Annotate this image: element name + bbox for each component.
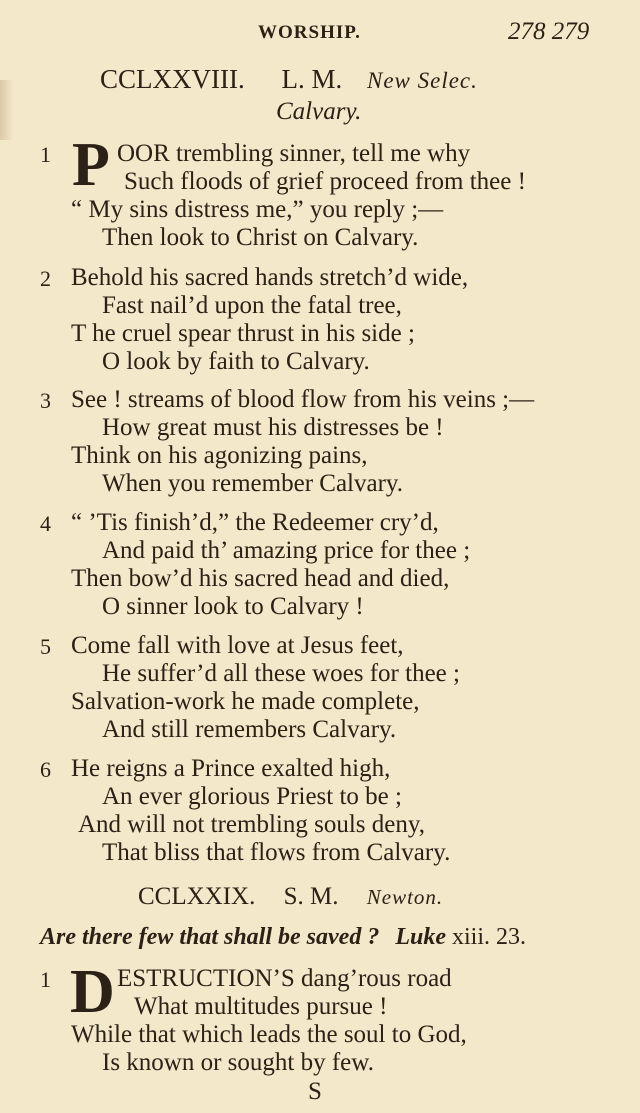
hymn-1-composer: New Selec. — [366, 68, 478, 93]
signature-mark: S — [308, 1078, 322, 1105]
stanza-line: O look by faith to Calvary. — [102, 348, 370, 375]
stanza-line: And still remembers Calvary. — [102, 716, 397, 743]
stanza-line: OOR trembling sinner, tell me why — [117, 140, 471, 167]
stanza-number: 1 — [40, 967, 51, 992]
stanza-line: O sinner look to Calvary ! — [102, 593, 364, 620]
stanza-line: And paid th’ amazing price for thee ; — [102, 537, 471, 564]
hymn-2-heading — [138, 883, 608, 911]
stanza-line: Such floods of grief proceed from thee ! — [124, 168, 526, 195]
stanza-line: An ever glorious Priest to be ; — [102, 783, 402, 810]
hymn-2-number: CCLXXIX. — [138, 883, 256, 910]
page-numbers: 278 279 — [508, 18, 590, 45]
stanza-line: And will not trembling souls deny, — [78, 811, 425, 838]
stanza-line: That bliss that flows from Calvary. — [102, 839, 451, 866]
running-head — [0, 18, 640, 48]
hymn-2-meter: S. M. — [283, 883, 339, 910]
stanza-number: 2 — [40, 266, 51, 291]
stanza-line: When you remember Calvary. — [102, 470, 404, 497]
hymn-1-meter: L. M. — [281, 64, 343, 94]
stanza-line: Then bow’d his sacred head and died, — [71, 565, 450, 592]
stanza-line: Behold his sacred hands stretch’d wide, — [71, 264, 469, 291]
drop-cap: D — [70, 958, 115, 1026]
stanza-line: While that which leads the soul to God, — [71, 1021, 467, 1048]
stanza-line: Is known or sought by few. — [102, 1049, 374, 1076]
hymn-2-composer: Newton. — [366, 885, 444, 909]
hymn-1-number: CCLXXVIII. — [100, 64, 245, 94]
stanza-line: Salvation-work he made complete, — [71, 688, 420, 715]
stanza-line: Fast nail’d upon the fatal tree, — [102, 292, 402, 319]
stanza-line: Think on his agonizing pains, — [71, 442, 368, 469]
stanza-number: 3 — [40, 388, 51, 413]
stanza-line: Then look to Christ on Calvary. — [102, 224, 419, 251]
stanza-line: Come fall with love at Jesus feet, — [71, 632, 404, 659]
stanza-line: ESTRUCTION’S dang’rous road — [117, 965, 452, 992]
stanza-line: “ My sins distress me,” you reply ;— — [71, 196, 444, 223]
stanza-line: T he cruel spear thrust in his side ; — [71, 320, 415, 347]
scripture-book: Luke — [395, 924, 446, 950]
hymn-2-scripture — [40, 924, 630, 951]
stanza-number: 6 — [40, 757, 51, 782]
stanza-line: He reigns a Prince exalted high, — [71, 755, 391, 782]
running-head-title: WORSHIP. — [258, 22, 361, 43]
drop-cap: P — [72, 131, 110, 199]
scripture-question: Are there few that shall be saved ? — [40, 924, 380, 950]
stanza-number: 1 — [40, 142, 51, 167]
stanza-line: “ ’Tis finish’d,” the Redeemer cry’d, — [71, 509, 439, 536]
page-stain — [0, 80, 14, 140]
stanza-number: 4 — [40, 511, 51, 536]
stanza-line: See ! streams of blood flow from his veins ;— — [71, 386, 535, 413]
scripture-reference: xiii. 23. — [452, 924, 527, 950]
stanza-number: 5 — [40, 634, 51, 659]
hymn-1-tune: Calvary. — [276, 98, 362, 125]
stanza-line: How great must his distresses be ! — [102, 414, 444, 441]
hymn-1-heading — [100, 64, 620, 95]
stanza-line: He suffer’d all these woes for thee ; — [102, 660, 460, 687]
stanza-line: What multitudes pursue ! — [134, 993, 388, 1020]
